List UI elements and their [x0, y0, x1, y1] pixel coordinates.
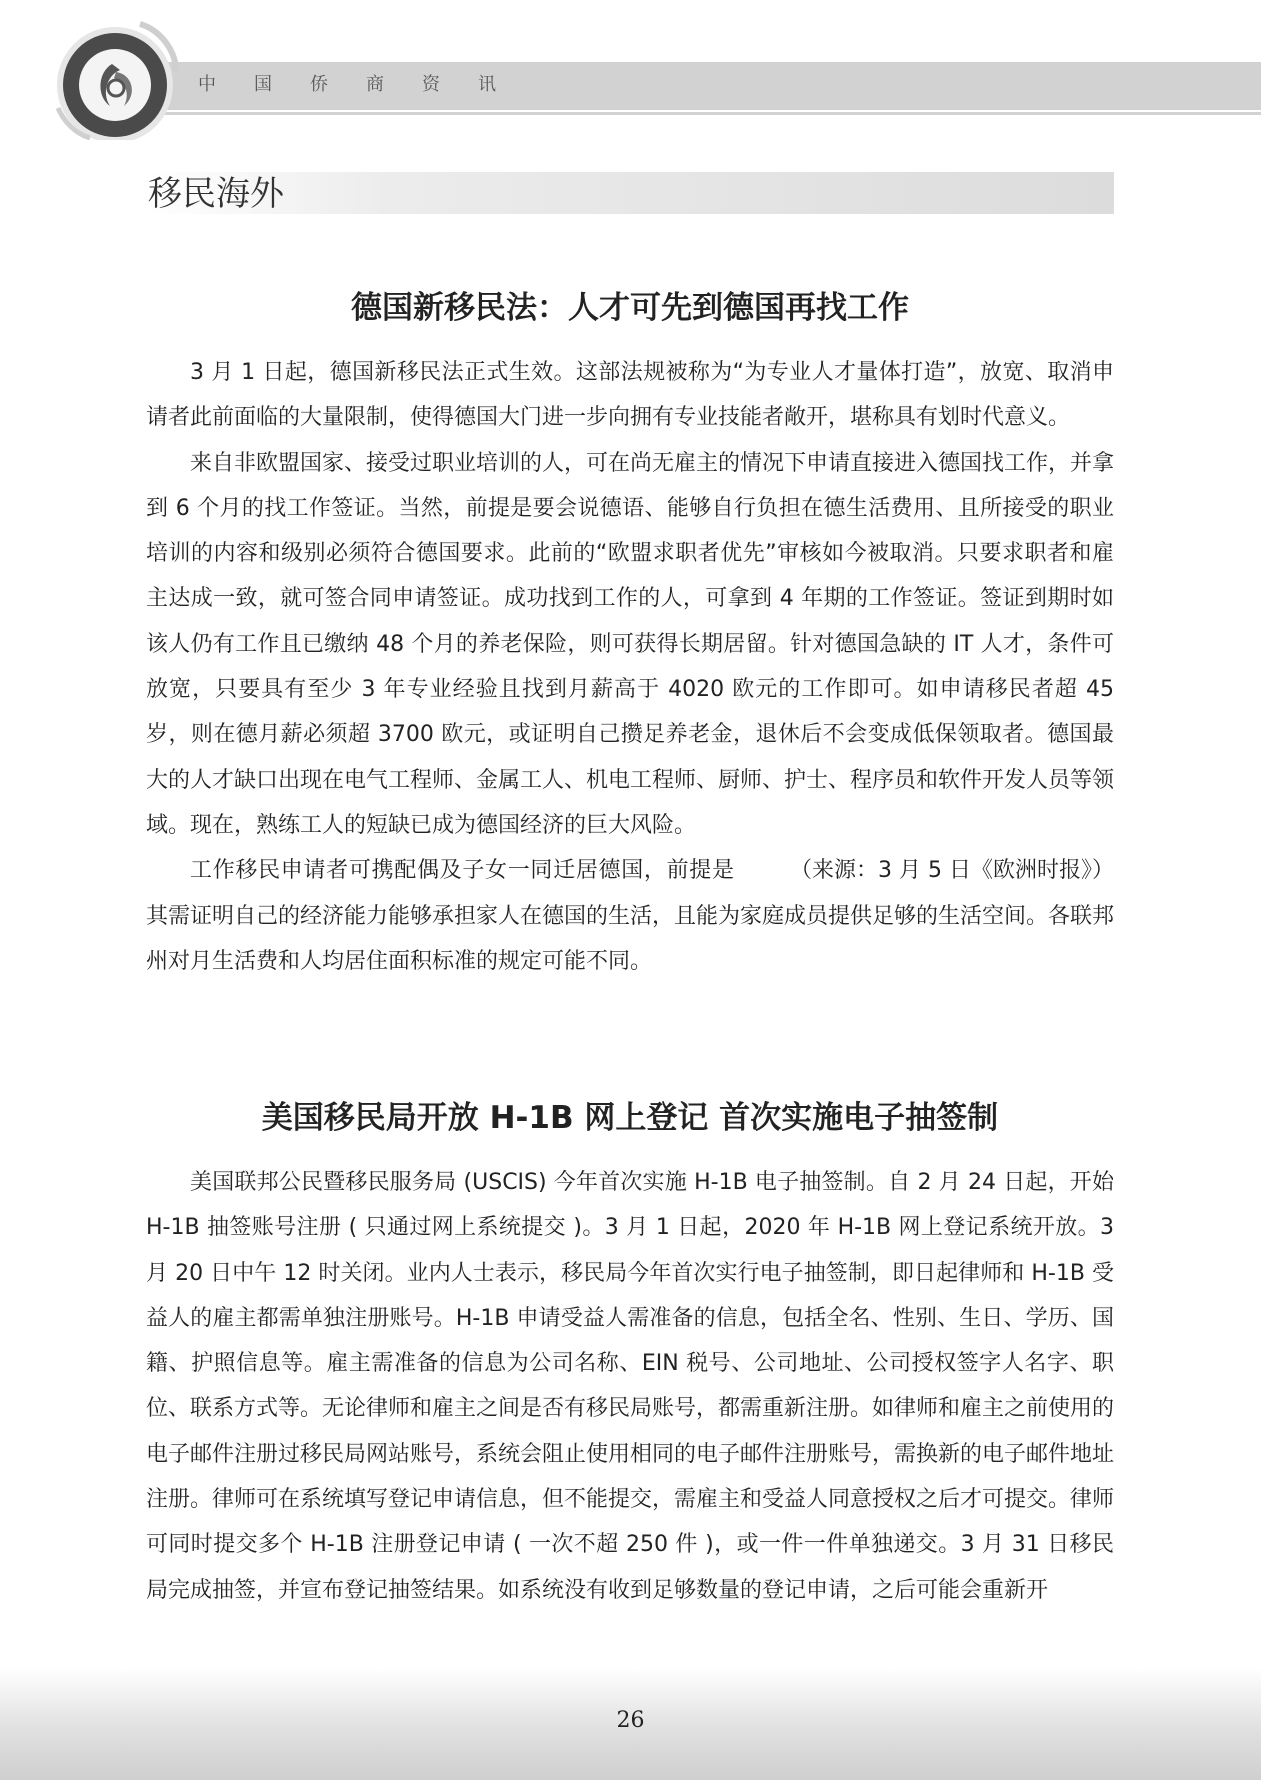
article-2-paragraph: 美国联邦公民暨移民服务局 (USCIS) 今年首次实施 H-1B 电子抽签制。自 2 月 24 日起，开始 H-1B 抽签账号注册 ( 只通过网上系统提交 )。3 月 1 日起，2020 年 H-1B 网上登记系统开放。3 月 20 日中午 12 时关闭。业内人士表示，移民局今年首次实行电子抽签制，即日起律师和 H-1B 受益人的雇主都需单独注册账号。H-1B 申请受益人需准备的信息，包括全名、性别、生日、学历、国籍、护照信息等。雇主需准备的信息为公司名称、EIN 税号、公司地址、公司授权签字人名字、职位、联系方式等。无论律师和雇主之间是否有移民局账号，都需重新注册。如律师和雇主之前使用的电子邮件注册过移民局网站账号，系统会阻止使用相同的电子邮件注册账号，需换新的电子邮件地址注册。律师可在系统填写登记申请信息，但不能提交，需雇主和受益人同意授权之后才可提交。律师可同时提交多个 H-1B 注册登记申请 ( 一次不超 250 件 )，或一件一件单独递交。3 月 31 日移民局完成抽签，并宣布登记抽签结果。如系统没有收到足够数量的登记申请，之后可能会重新开: [146, 1170, 1115, 1603]
article-1-paragraph: [146, 848, 1114, 984]
header-divider: [150, 112, 1261, 115]
section-title: 移民海外: [148, 174, 284, 214]
page-number: 26: [616, 1708, 645, 1733]
article-1-title: 德国新移民法：人才可先到德国再找工作: [351, 290, 909, 326]
article-1-body: [146, 350, 1114, 984]
article-1-source: （来源：3 月 5 日《欧洲时报》）: [790, 858, 1114, 884]
section-tab: [146, 172, 1114, 214]
article-1-paragraph: 来自非欧盟国家、接受过职业培训的人，可在尚无雇主的情况下申请直接进入德国找工作，并拿到 6 个月的找工作签证。当然，前提是要会说德语、能够自行负担在德生活费用、且所接受的职业培训的内容和级别必须符合德国要求。此前的“欧盟求职者优先”审核如今被取消。只要求职者和雇主达成一致，就可签合同申请签证。成功找到工作的人，可拿到 4 年期的工作签证。签证到期时如该人仍有工作且已缴纳 48 个月的养老保险，则可获得长期居留。针对德国急缺的 IT 人才，条件可放宽，只要具有至少 3 年专业经验且找到月薪高于 4020 欧元的工作即可。如申请移民者超 45 岁，则在德月薪必须超 3700 欧元，或证明自己攒足养老金，退休后不会变成低保领取者。德国最大的人才缺口出现在电气工程师、金属工人、机电工程师、厨师、护士、程序员和软件开发人员等领域。现在，熟练工人的短缺已成为德国经济的巨大风险。: [146, 450, 1115, 838]
article-2-title: 美国移民局开放 H-1B 网上登记 首次实施电子抽签制: [261, 1100, 999, 1136]
org-logo: [50, 10, 180, 140]
article-1-paragraph: 3 月 1 日起，德国新移民法正式生效。这部法规被称为“为专业人才量体打造”，放宽、取消申请者此前面临的大量限制，使得德国大门进一步向拥有专业技能者敞开，堪称具有划时代意义。: [146, 360, 1114, 431]
publication-title: 中国侨商资讯: [198, 74, 534, 95]
article-2-body: [146, 1160, 1114, 1613]
article-1-paragraph-text: 工作移民申请者可携配偶及子女一同迁居德国，前提是其需证明自己的经济能力能够承担家人在德国的生活，且能为家庭成员提供足够的生活空间。各联邦州对月生活费和人均居住面积标准的规定可能不同。: [146, 858, 1115, 974]
